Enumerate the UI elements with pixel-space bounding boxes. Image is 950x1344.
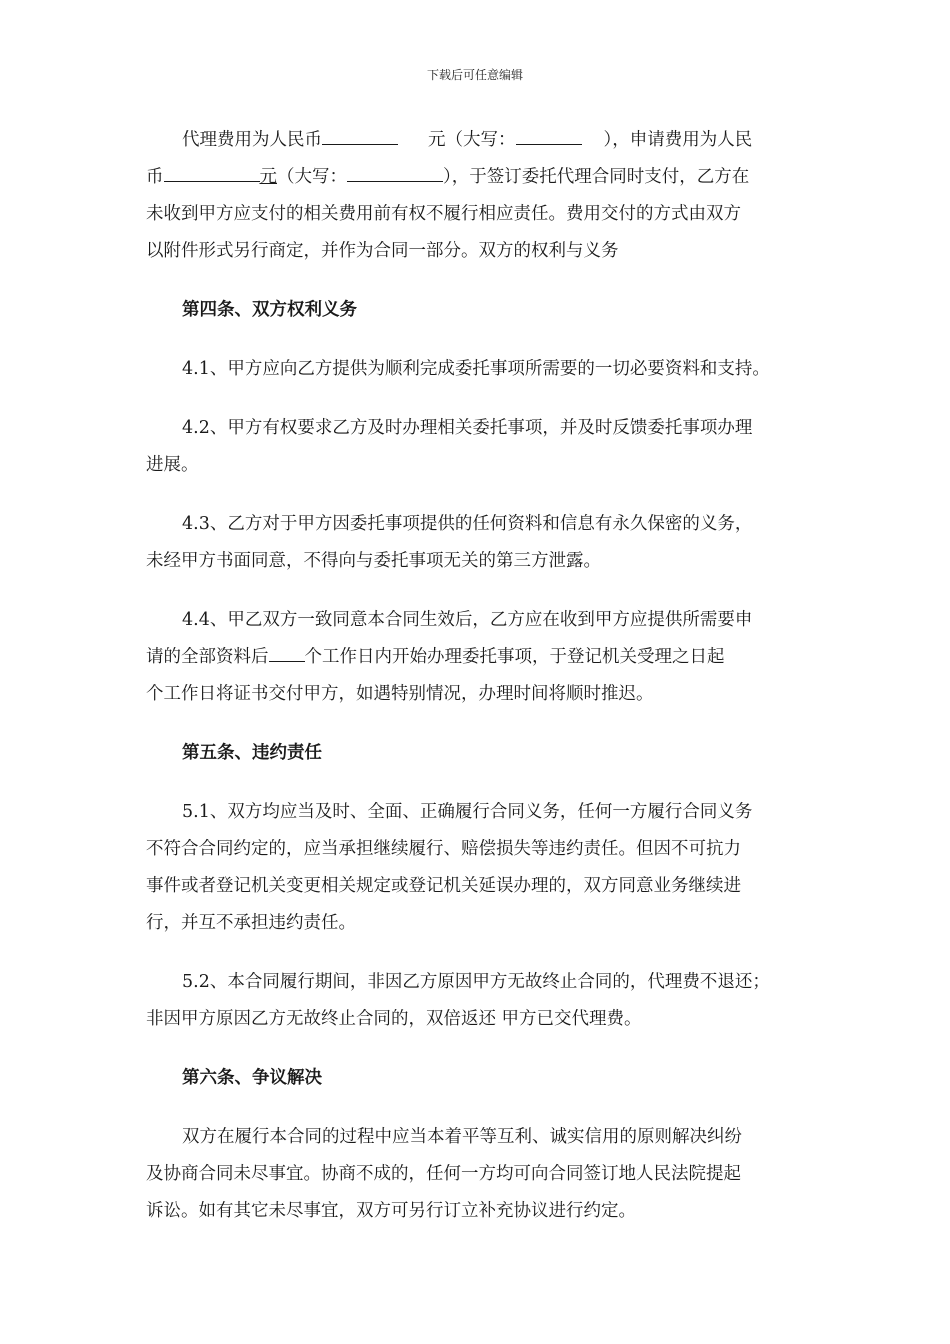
- fee-text: （大写：: [277, 167, 347, 187]
- fee-text: ），于签订委托代理合同时支付，乙方在: [443, 167, 750, 187]
- clause-5-1: 5.1、双方均应当及时、全面、正确履行合同义务，任何一方履行合同义务 不符合合同约定的，应当承担继续履行、赔偿损失等违约责任。但因不可抗力 事件或者登记机关变更相关规定或登记机关延误办理的，双方同意业务继续进 行，并互不承担违约责任。: [146, 802, 753, 933]
- workdays-blank[interactable]: [269, 644, 305, 662]
- document-body: [146, 122, 826, 1252]
- section-heading-4: 第四条、双方权利义务: [182, 300, 357, 320]
- section-heading-5: 第五条、违约责任: [182, 743, 322, 763]
- application-fee-blank[interactable]: [164, 164, 260, 182]
- fee-text: ），申请费用为人民: [603, 130, 753, 150]
- fee-text: 元（大写：: [428, 130, 516, 150]
- application-fee-uppercase-blank[interactable]: [347, 164, 443, 182]
- dispute-paragraph: 双方在履行本合同的过程中应当本着平等互利、诚实信用的原则解决纠纷 及协商合同未尽事宜。协商不成的，任何一方均可向合同签订地人民法院提起 诉讼。如有其它未尽事宜，双方可另行订立补充协议进行约定。: [146, 1127, 742, 1221]
- fee-amount-blank[interactable]: [322, 127, 398, 145]
- fee-text: 未收到甲方应支付的相关费用前有权不履行相应责任。费用交付的方式由双方: [146, 204, 741, 224]
- clause-5-2: 5.2、本合同履行期间，非因乙方原因甲方无故终止合同的，代理费不退还； 非因甲方原因乙方无故终止合同的，双倍返还 甲方已交代理费。: [146, 972, 770, 1029]
- fee-text: 代理费用为人民币: [182, 130, 322, 150]
- clause-4-3: 4.3、乙方对于甲方因委托事项提供的任何资料和信息有永久保密的义务， 未经甲方书面同意，不得向与委托事项无关的第三方泄露。: [146, 514, 753, 571]
- fee-text: 以附件形式另行商定，并作为合同一部分。双方的权利与义务: [146, 241, 619, 261]
- fee-paragraph: [146, 122, 826, 270]
- fee-uppercase-blank[interactable]: [516, 127, 582, 145]
- fee-text: 元: [259, 167, 277, 187]
- clause-4-1: 4.1、甲方应向乙方提供为顺利完成委托事项所需要的一切必要资料和支持。: [182, 359, 770, 379]
- section-heading-6: 第六条、争议解决: [182, 1068, 322, 1088]
- clause-4-4: 4.4、甲乙双方一致同意本合同生效后，乙方应在收到甲方应提供所需要申 请的全部资料后 个工作日内开始办理委托事项，于登记机关受理之日起 个工作日将证书交付甲方，如遇特别情况，办理时间将顺时推迟。: [146, 610, 753, 704]
- fee-text: 币: [146, 167, 164, 187]
- page-header: 下载后可任意编辑: [426, 68, 523, 82]
- clause-4-2: 4.2、甲方有权要求乙方及时办理相关委托事项，并及时反馈委托事项办理 进展。: [146, 418, 753, 475]
